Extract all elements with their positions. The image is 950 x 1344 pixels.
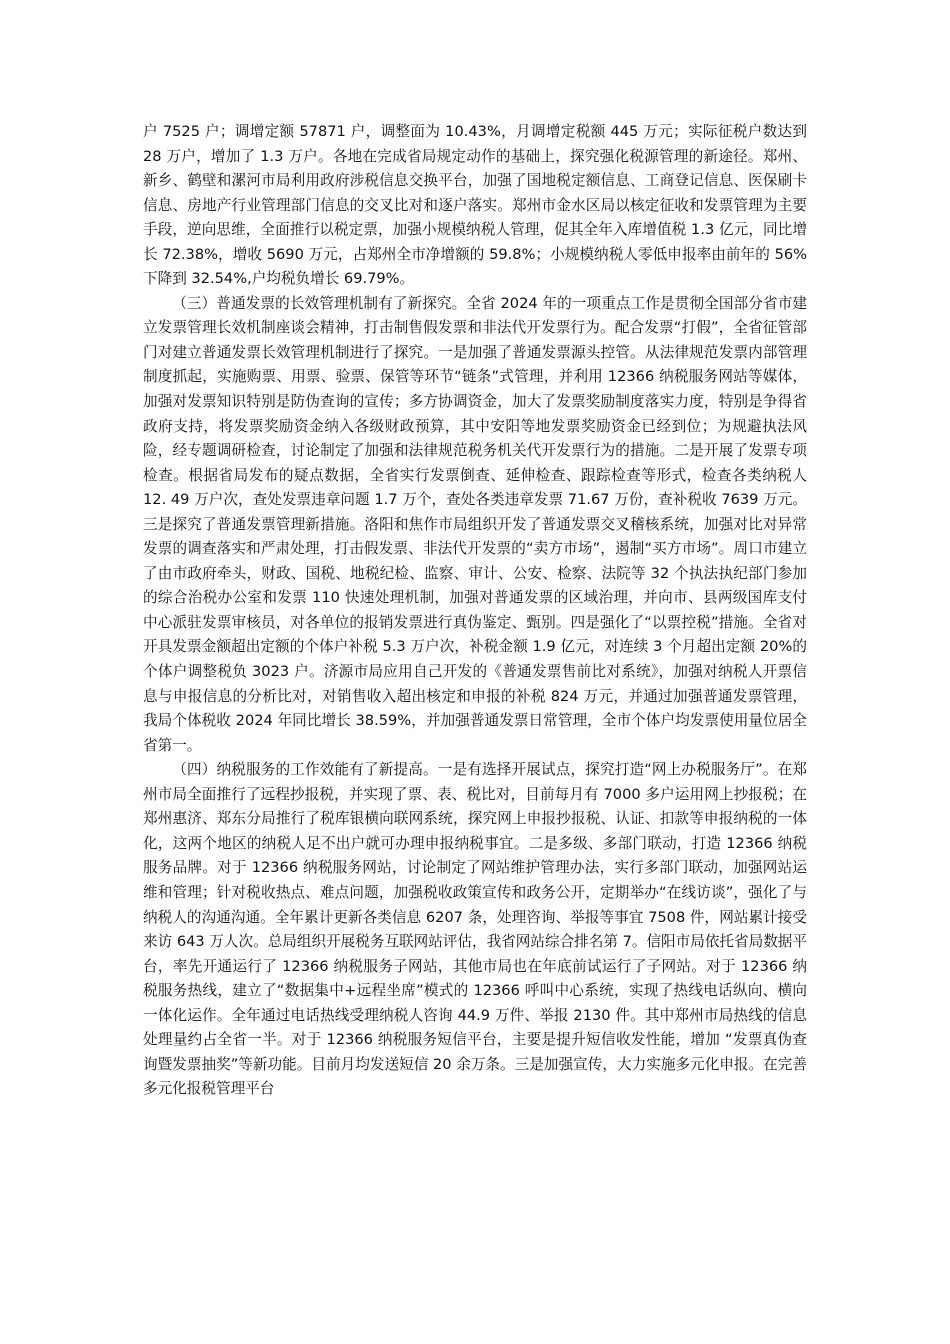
document-body xyxy=(143,120,807,1102)
paragraph-invoice-management: （三）普通发票的长效管理机制有了新探究。全省 2024 年的一项重点工作是贯彻全国部分省市建立发票管理长效机制座谈会精神，打击制售假发票和非法代开发票行为。配合发票“打假”，全省征管部门对建立普通发票长效管理机制进行了探究。一是加强了普通发票源头控管。从法律规范发票内部管理制度抓起，实施购票、用票、验票、保管等环节“链条”式管理，并利用 12366 纳税服务网站等媒体，加强对发票知识特别是防伪查询的宣传；多方协调资金，加大了发票奖励制度落实力度，特别是争得省政府支持，将发票奖励资金纳入各级财政预算，其中安阳等地发票奖励资金已经到位；为规避执法风险，经专题调研检查，讨论制定了加强和法律规范税务机关代开发票行为的措施。二是开展了发票专项检查。根据省局发布的疑点数据，全省实行发票倒查、延伸检查、跟踪检查等形式，检查各类纳税人 12. 49 万户次，查处发票违章问题 1.7 万个，查处各类违章发票 71.67 万份，查补税收 7639 万元。三是探究了普通发票管理新措施。洛阳和焦作市局组织开发了普通发票交叉稽核系统，加强对比对异常发票的调查落实和严肃处理，打击假发票、非法代开发票的“卖方市场”，遏制“买方市场”。周口市建立了由市政府牵头，财政、国税、地税纪检、监察、审计、公安、检察、法院等 32 个执法执纪部门参加的综合治税办公室和发票 110 快速处理机制，加强对普通发票的区域治理，并向市、县两级国库支付中心派驻发票审核员，对各单位的报销发票进行真伪鉴定、甄别。四是强化了“以票控税”措施。全省对开具发票金额超出定额的个体户补税 5.3 万户次，补税金额 1.9 亿元，对连续 3 个月超出定额 20%的个体户调整税负 3023 户。济源市局应用自己开发的《普通发票售前比对系统》，加强对纳税人开票信息与申报信息的分析比对，对销售收入超出核定和申报的补税 824 万元，并通过加强普通发票管理，我局个体税收 2024 年同比增长 38.59%，并加强普通发票日常管理，全市个体户均发票使用量位居全省第一。 xyxy=(143,294,807,754)
paragraph-tax-source-management: 户 7525 户；调增定额 57871 户，调整面为 10.43%，月调增定税额 445 万元；实际征税户数达到 28 万户，增加了 1.3 万户。各地在完成省局规定动作的基础上，探究强化税源管理的新途径。郑州、新乡、鹤壁和漯河市局利用政府涉税信息交换平台，加强了国地税定额信息、工商登记信息、医保刷卡信息、房地产行业管理部门信息的交叉比对和逐户落实。郑州市金水区局以核定征收和发票管理为主要手段，逆向思维，全面推行以税定票，加强小规模纳税人管理，促其全年入库增值税 1.3 亿元，同比增长 72.38%，增收 5690 万元，占郑州全市净增额的 59.8%；小规模纳税人零低申报率由前年的 56%下降到 32.54%,户均税负增长 69.79%。 xyxy=(143,123,807,288)
paragraph-taxpayer-service: （四）纳税服务的工作效能有了新提高。一是有选择开展试点，探究打造“网上办税服务厅”。在郑州市局全面推行了远程抄报税，并实现了票、表、税比对，目前每月有 7000 多户运用网上抄报税；在郑州惠济、郑东分局推行了税库银横向联网系统，探究网上申报抄报税、认证、扣款等申报纳税的一体化，这两个地区的纳税人足不出户就可办理申报纳税事宜。二是多级、多部门联动，打造 12366 纳税服务品牌。对于 12366 纳税服务网站，讨论制定了网站维护管理办法，实行多部门联动，加强网站运维和管理；针对税收热点、难点问题，加强税收政策宣传和政务公开，定期举办“在线访谈”，强化了与纳税人的沟通沟通。全年累计更新各类信息 6207 条，处理咨询、举报等事宜 7508 件，网站累计接受来访 643 万人次。总局组织开展税务互联网站评估，我省网站综合排名第 7。信阳市局依托省局数据平台，率先开通运行了 12366 纳税服务子网站，其他市局也在年底前试运行了子网站。对于 12366 纳税服务热线，建立了“数据集中+远程坐席”模式的 12366 呼叫中心系统，实现了热线电话纵向、横向一体化运作。全年通过电话热线受理纳税人咨询 44.9 万件、举报 2130 件。其中郑州市局热线的信息处理量约占全省一半。对于 12366 纳税服务短信平台，主要是提升短信收发性能，增加 “发票真伪查询暨发票抽奖”等新功能。目前月均发送短信 20 余万条。三是加强宣传，大力实施多元化申报。在完善多元化报税管理平台 xyxy=(143,761,807,1098)
